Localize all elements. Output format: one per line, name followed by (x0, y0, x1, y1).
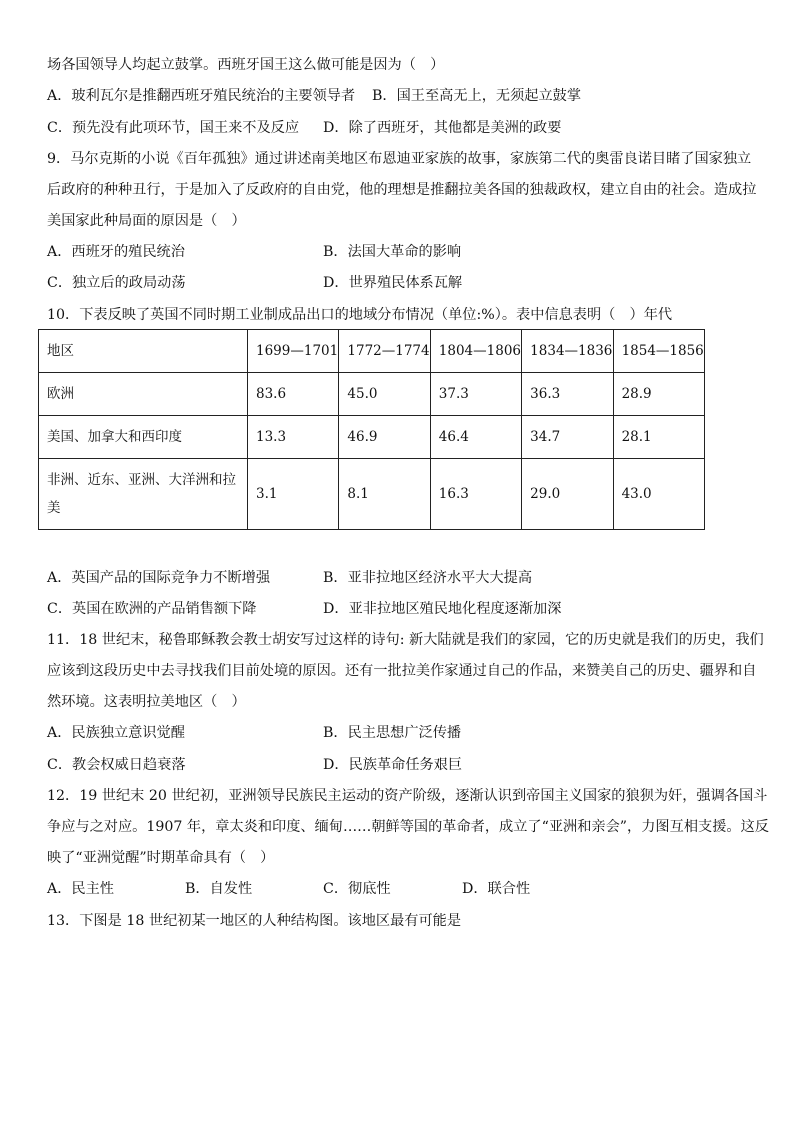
table-region-line: 美 (47, 500, 61, 516)
q9-option-b: B．法国大革命的影响 (323, 244, 462, 260)
q12-option-b: B．自发性 (185, 881, 253, 897)
export-distribution-table (38, 329, 705, 530)
q12-stem-line1: 12．19 世纪末 20 世纪初，亚洲领导民族民主运动的资产阶级，逐渐认识到帝国主义国家的狼狈为奸，强调各国斗 (47, 788, 768, 804)
q11-stem-line2: 应该到这段历史中去寻找我们目前处境的原因。还有一批拉美作家通过自己的作品，来赞美自己的历史、疆界和自 (47, 663, 757, 679)
q9-stem-line3: 美国家此种局面的原因是（ ） (47, 213, 246, 229)
table-cell: 36.3 (522, 373, 613, 416)
table-cell: 83.6 (248, 373, 339, 416)
q12-option-a: A．民主性 (47, 881, 114, 897)
q8-stem: 场各国领导人均起立鼓掌。西班牙国王这么做可能是因为（ ） (47, 57, 445, 73)
q10-option-a: A．英国产品的国际竞争力不断增强 (47, 570, 271, 586)
q8-option-b: B．国王至高无上，无须起立鼓掌 (372, 88, 582, 104)
table-cell: 45.0 (339, 373, 430, 416)
table-row (39, 459, 705, 530)
table-cell: 43.0 (613, 459, 704, 530)
table-region-line: 非洲、近东、亚洲、大洋洲和拉 (47, 472, 236, 488)
q9-option-a: A．西班牙的殖民统治 (47, 244, 185, 260)
q12-stem-line2: 争应与之对应。1907 年，章太炎和印度、缅甸……朝鲜等国的革命者，成立了“亚洲和亲会”，力图互相支援。这反 (47, 819, 769, 835)
q12-stem-line3: 映了“亚洲觉醒”时期革命具有（ ） (47, 850, 275, 866)
table-header-cell: 1804—1806 (430, 330, 521, 373)
table-cell: 16.3 (430, 459, 521, 530)
table-region-cell: 美国、加拿大和西印度 (39, 416, 248, 459)
table-header-cell: 1854—1856 (613, 330, 704, 373)
q13-stem: 13．下图是 18 世纪初某一地区的人种结构图。该地区最有可能是 (47, 913, 462, 929)
table-header-row (39, 330, 705, 373)
table-cell: 46.9 (339, 416, 430, 459)
table-cell: 28.9 (613, 373, 704, 416)
table-row (39, 373, 705, 416)
q8-option-d: D．除了西班牙，其他都是美洲的政要 (323, 120, 562, 136)
table-cell: 29.0 (522, 459, 613, 530)
table-cell: 37.3 (430, 373, 521, 416)
q10-option-b: B．亚非拉地区经济水平大大提高 (323, 570, 533, 586)
q11-stem-line3: 然环境。这表明拉美地区（ ） (47, 694, 246, 710)
q9-option-c: C．独立后的政局动荡 (47, 275, 186, 291)
q9-stem-line1: 9．马尔克斯的小说《百年孤独》通过讲述南美地区布恩迪亚家族的故事，家族第二代的奥雷良诺目睹了国家独立 (47, 151, 752, 167)
q11-option-c: C．教会权威日趋衰落 (47, 757, 186, 773)
table-cell: 28.1 (613, 416, 704, 459)
table-row (39, 416, 705, 459)
table-cell: 46.4 (430, 416, 521, 459)
q11-stem-line1: 11．18 世纪末，秘鲁耶稣教会教士胡安写过这样的诗句: 新大陆就是我们的家园，它的历史就是我们的历史，我们 (47, 632, 764, 648)
table-header-cell: 1834—1836 (522, 330, 613, 373)
q11-option-a: A．民族独立意识觉醒 (47, 725, 185, 741)
q10-option-d: D．亚非拉地区殖民地化程度逐渐加深 (323, 601, 562, 617)
table-cell: 34.7 (522, 416, 613, 459)
table-cell: 3.1 (248, 459, 339, 530)
q11-option-d: D．民族革命任务艰巨 (323, 757, 463, 773)
q12-option-d: D．联合性 (462, 881, 531, 897)
table-header-cell: 1772—1774 (339, 330, 430, 373)
table-region-cell (39, 459, 248, 530)
q10-option-c: C．英国在欧洲的产品销售额下降 (47, 601, 257, 617)
q8-option-a: A．玻利瓦尔是推翻西班牙殖民统治的主要领导者 (47, 88, 356, 104)
q10-stem: 10．下表反映了英国不同时期工业制成品出口的地域分布情况（单位:%）。表中信息表明（ ）年代 (47, 307, 673, 323)
table-region-cell: 欧洲 (39, 373, 248, 416)
q9-stem-line2: 后政府的种种丑行，于是加入了反政府的自由党，他的理想是推翻拉美各国的独裁政权，建立自由的社会。造成拉 (47, 182, 757, 198)
q8-option-c: C．预先没有此项环节，国王来不及反应 (47, 120, 300, 136)
table-cell: 8.1 (339, 459, 430, 530)
table-header-cell: 1699—1701 (248, 330, 339, 373)
q11-option-b: B．民主思想广泛传播 (323, 725, 462, 741)
q9-option-d: D．世界殖民体系瓦解 (323, 275, 463, 291)
table-header-cell: 地区 (39, 330, 248, 373)
table-cell: 13.3 (248, 416, 339, 459)
q12-option-c: C．彻底性 (323, 881, 391, 897)
